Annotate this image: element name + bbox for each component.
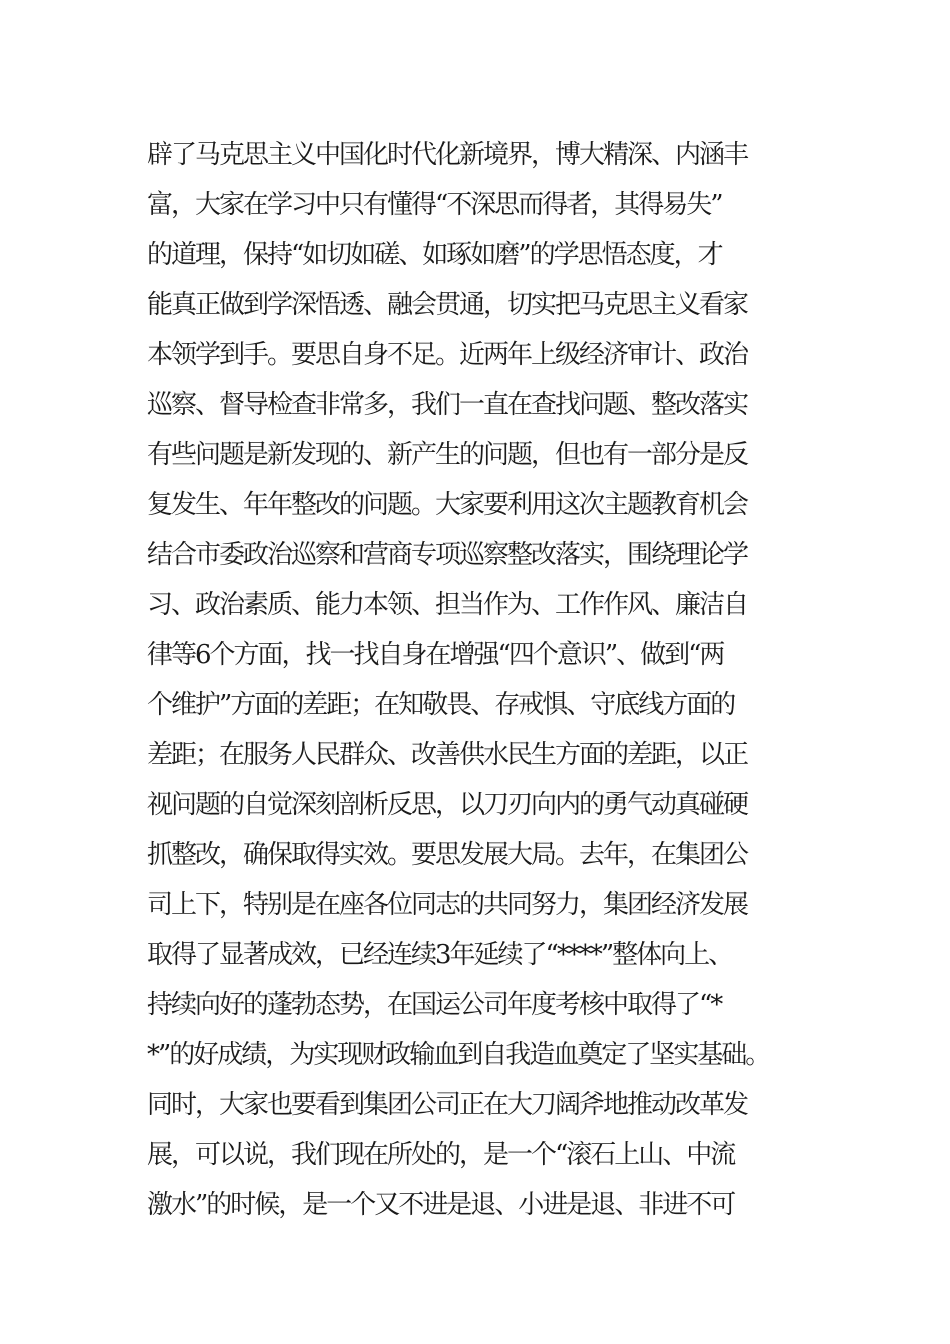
text-line: 律等6个方面，找一找自身在增强“四个意识”、做到“两: [147, 640, 724, 670]
text-line: 个维护”方面的差距；在知敬畏、存戒惧、守底线方面的: [147, 690, 735, 720]
body-text: [147, 130, 847, 1230]
text-line: 展，可以说，我们现在所处的，是一个“滚石上山、中流: [147, 1140, 735, 1170]
text-line: 抓整改，确保取得实效。要思发展大局。去年，在集团公: [147, 840, 748, 870]
text-line: 富，大家在学习中只有懂得“不深思而得者，其得易失”: [147, 190, 722, 220]
text-line: 取得了显著成效，已经连续3年延续了“****”整体向上、: [147, 940, 733, 970]
text-line: 激水”的时候，是一个又不进是退、小进是退、非进不可: [147, 1190, 735, 1220]
text-line: *”的好成绩，为实现财政输血到自我造血奠定了坚实基础。: [147, 1040, 770, 1070]
text-line: 结合市委政治巡察和营商专项巡察整改落实，围绕理论学: [147, 540, 748, 570]
text-line: 复发生、年年整改的问题。大家要利用这次主题教育机会: [147, 490, 748, 520]
text-line: 能真正做到学深悟透、融会贯通，切实把马克思主义看家: [147, 290, 748, 320]
text-line: 巡察、督导检查非常多，我们一直在查找问题、整改落实: [147, 390, 748, 420]
text-line: 同时，大家也要看到集团公司正在大刀阔斧地推动改革发: [147, 1090, 748, 1120]
text-line: 的道理，保持“如切如磋、如琢如磨”的学思悟态度，才: [147, 240, 722, 270]
text-line: 辟了马克思主义中国化时代化新境界，博大精深、内涵丰: [147, 140, 748, 170]
text-line: 视问题的自觉深刻剖析反思，以刀刃向内的勇气动真碰硬: [147, 790, 748, 820]
text-line: 本领学到手。要思自身不足。近两年上级经济审计、政治: [147, 340, 748, 370]
text-line: 差距；在服务人民群众、改善供水民生方面的差距，以正: [147, 740, 748, 770]
text-line: 持续向好的蓬勃态势，在国运公司年度考核中取得了“*: [147, 990, 722, 1020]
text-line: 习、政治素质、能力本领、担当作为、工作作风、廉洁自: [147, 590, 748, 620]
text-line: 有些问题是新发现的、新产生的问题，但也有一部分是反: [147, 440, 748, 470]
text-line: 司上下，特别是在座各位同志的共同努力，集团经济发展: [147, 890, 748, 920]
